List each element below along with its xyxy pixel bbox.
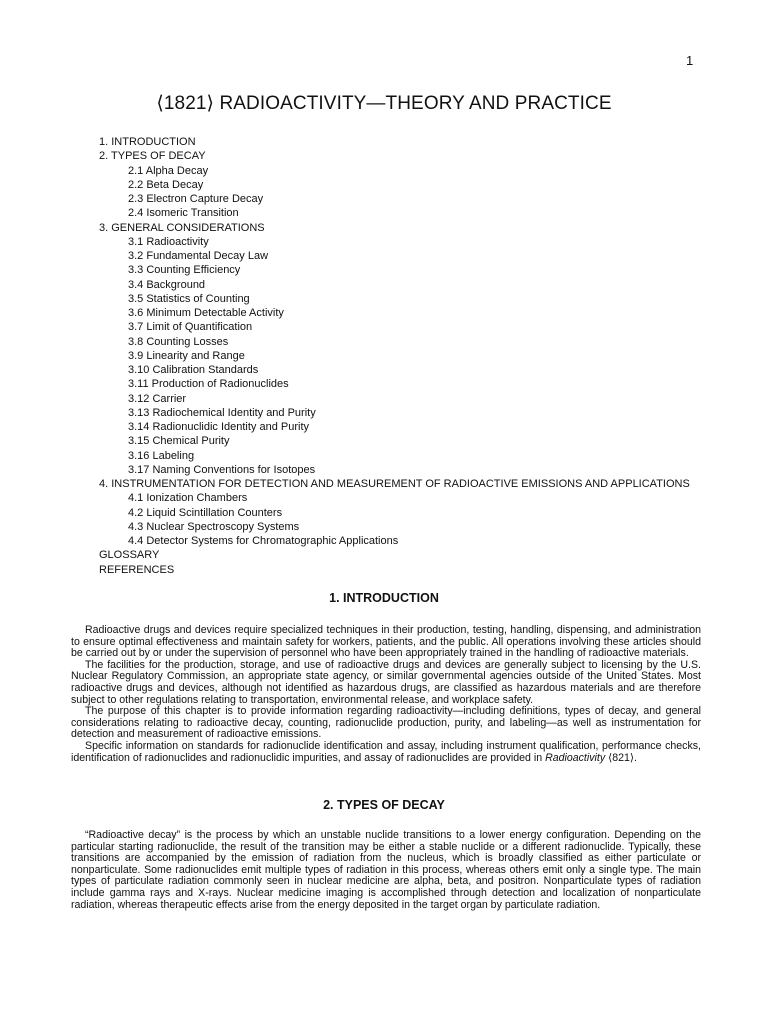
toc-entry[interactable]: 3.5 Statistics of Counting: [128, 292, 250, 305]
toc-entry[interactable]: 3.9 Linearity and Range: [128, 349, 245, 362]
toc-entry[interactable]: 3.2 Fundamental Decay Law: [128, 250, 269, 262]
reference-chapter-number: ⟨821⟩.: [605, 751, 637, 764]
page-number: 1: [686, 53, 694, 68]
toc-entry[interactable]: 3.15 Chemical Purity: [128, 435, 230, 448]
introduction-body: [71, 625, 701, 764]
toc-entry[interactable]: 2.3 Electron Capture Decay: [128, 193, 264, 205]
toc-entry[interactable]: 3.6 Minimum Detectable Activity: [128, 307, 284, 319]
toc-entry[interactable]: 3.1 Radioactivity: [128, 235, 209, 248]
toc-entry[interactable]: GLOSSARY: [99, 549, 160, 562]
introduction-heading: 1. INTRODUCTION: [329, 591, 439, 605]
toc-entry[interactable]: 3.12 Carrier: [128, 392, 187, 405]
intro-paragraph-4-text: Specific information on standards for radionuclide identification and assay, including instrument qualification, performance checks, identification of radionuclides and radionuclidic impurities, and assay of radionuclides are provided in: [71, 739, 701, 764]
radioactivity-reference-link[interactable]: Radioactivity: [545, 751, 606, 764]
toc-entry[interactable]: 3.3 Counting Efficiency: [128, 264, 241, 277]
table-of-contents: [99, 135, 739, 577]
toc-entry[interactable]: 3.16 Labeling: [128, 449, 195, 462]
toc-entry[interactable]: 4.2 Liquid Scintillation Counters: [128, 506, 283, 519]
toc-entry[interactable]: 3.13 Radiochemical Identity and Purity: [128, 406, 316, 419]
types-of-decay-body: [71, 830, 701, 911]
toc-entry[interactable]: 2.2 Beta Decay: [128, 178, 204, 191]
types-of-decay-heading: 2. TYPES OF DECAY: [323, 798, 445, 812]
intro-paragraph-1: Radioactive drugs and devices require specialized techniques in their production, testing, handling, dispensing, and administration to ensure optimal effectiveness and maintain safety for workers, patients, and the public. All operations involving these articles should be carried out by or under the supervision of personnel who have been appropriately trained in the handling of radioactive materials.: [71, 624, 701, 660]
document-title: ⟨1821⟩ RADIOACTIVITY—THEORY AND PRACTICE: [156, 93, 612, 114]
toc-entry[interactable]: 3.4 Background: [128, 278, 206, 291]
toc-entry[interactable]: 2. TYPES OF DECAY: [99, 150, 206, 163]
toc-entry[interactable]: 3.14 Radionuclidic Identity and Purity: [128, 421, 309, 433]
toc-entry[interactable]: 2.1 Alpha Decay: [128, 164, 209, 177]
toc-entry[interactable]: 4.3 Nuclear Spectroscopy Systems: [128, 520, 300, 533]
toc-entry[interactable]: 3.8 Counting Losses: [128, 335, 229, 348]
toc-entry[interactable]: 1. INTRODUCTION: [99, 136, 196, 148]
toc-entry[interactable]: 4. INSTRUMENTATION FOR DETECTION AND MEASUREMENT OF RADIOACTIVE EMISSIONS AND APPLICATIONS: [99, 478, 690, 490]
toc-entry[interactable]: 3. GENERAL CONSIDERATIONS: [99, 221, 265, 234]
intro-paragraph-3: The purpose of this chapter is to provide information regarding radioactivity—including definitions, types of decay, and general considerations relating to radioactive decay, counting, radionuclide production, purity, and labeling—as well as instrumentation for detection and measurement of radioactive emissions.: [71, 705, 701, 741]
toc-entry[interactable]: REFERENCES: [99, 563, 175, 576]
decay-paragraph-1: “Radioactive decay” is the process by which an unstable nuclide transitions to a lower energy configuration. Depending on the particular starting radionuclide, the result of the transition may be either a stable nuclide or a different radionuclide. Typically, these transitions are accompanied by the emission of radiation from the nucleus, which is broadly classified as either particulate or nonparticulate. Some radionuclides emit multiple types of radiation in this process, whereas others emit only a single type. The main types of particulate radiation commonly seen in nuclear medicine are alpha, beta, and positron. Nonparticulate types of radiation include gamma rays and X-rays. Nuclear medicine imaging is accomplished through detection and localization of nonparticulate radiation, whereas therapeutic effects arise from the energy deposited in the target organ by particulate radiation.: [71, 829, 701, 911]
intro-paragraph-2: The facilities for the production, storage, and use of radioactive drugs and devices are generally subject to licensing by the U.S. Nuclear Regulatory Commission, an appropriate state agency, or similar governmental agencies outside of the United States. Most radioactive drugs and devices, although not identified as hazardous drugs, are classified as hazardous materials and are therefore subject to other regulations relating to transportation, environmental release, and workplace safety.: [71, 658, 701, 706]
toc-entry[interactable]: 4.1 Ionization Chambers: [128, 492, 248, 505]
toc-entry[interactable]: 3.17 Naming Conventions for Isotopes: [128, 463, 316, 476]
toc-entry[interactable]: 3.11 Production of Radionuclides: [128, 378, 289, 391]
toc-entry[interactable]: 3.10 Calibration Standards: [128, 364, 259, 376]
toc-entry[interactable]: 2.4 Isomeric Transition: [128, 207, 239, 220]
intro-paragraph-4: [71, 741, 701, 764]
toc-entry[interactable]: 4.4 Detector Systems for Chromatographic Applications: [128, 535, 399, 547]
toc-entry[interactable]: 3.7 Limit of Quantification: [128, 321, 253, 334]
